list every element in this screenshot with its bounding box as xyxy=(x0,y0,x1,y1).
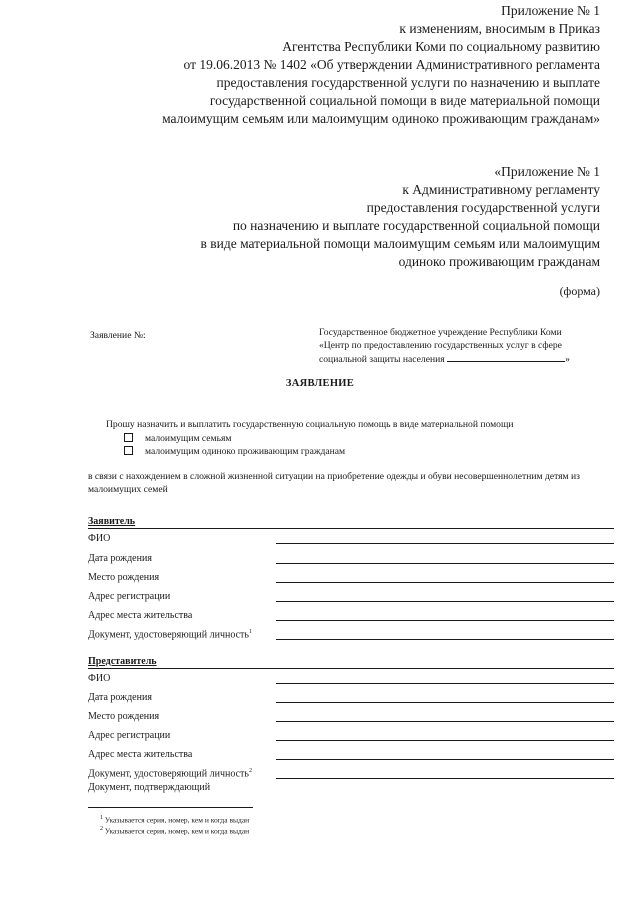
rep-birthplace-row xyxy=(88,710,614,722)
option-label: малоимущим одиноко проживающим гражданам xyxy=(145,446,346,457)
field-label: ФИО xyxy=(88,673,111,684)
representative-heading xyxy=(88,656,614,669)
applicant-id-doc-row xyxy=(88,628,614,640)
rep-birthdate-row xyxy=(88,691,614,703)
applicant-birthdate-row xyxy=(88,552,614,564)
institution-quote: » xyxy=(565,354,570,365)
applicant-birthdate-field[interactable] xyxy=(276,563,614,564)
header-line: Приложение № 1 xyxy=(501,3,600,18)
applicant-birthplace-field[interactable] xyxy=(276,582,614,583)
institution-block xyxy=(319,326,609,366)
header-block-2 xyxy=(201,163,601,271)
footnote-2 xyxy=(100,826,249,836)
field-label-text: Документ, удостоверяющий личность xyxy=(88,629,249,640)
applicant-registration-field[interactable] xyxy=(276,601,614,602)
footnote-mark: 1 xyxy=(248,628,252,635)
rep-residence-field[interactable] xyxy=(276,759,614,760)
applicant-id-doc-field[interactable] xyxy=(276,639,614,640)
field-label: Адрес регистрации xyxy=(88,730,171,741)
option-single-citizens[interactable] xyxy=(124,445,345,458)
field-label xyxy=(88,629,252,640)
header-block-1 xyxy=(162,2,600,128)
header-line: в виде материальной помощи малоимущим семьям или малоимущим xyxy=(200,236,600,251)
rep-fio-field[interactable] xyxy=(276,683,614,684)
reason-text: в связи с нахождением в сложной жизненной ситуации на приобретение одежды и обуви несовершеннолетним детям из малоимущих семей xyxy=(88,471,580,495)
rep-registration-row xyxy=(88,729,614,741)
checkbox[interactable] xyxy=(124,433,133,442)
footnote-mark: 2 xyxy=(100,826,103,832)
institution-line: Государственное бюджетное учреждение Республики Коми xyxy=(319,327,562,338)
applicant-residence-row xyxy=(88,609,614,621)
field-label: ФИО xyxy=(88,533,111,544)
option-families[interactable] xyxy=(124,432,232,445)
institution-name-field[interactable] xyxy=(447,352,565,362)
rep-registration-field[interactable] xyxy=(276,740,614,741)
header-line: от 19.06.2013 № 1402 «Об утверждении Административного регламента xyxy=(183,57,600,72)
header-line: по назначению и выплате государственной социальной помощи xyxy=(232,218,600,233)
rep-authority-doc-row xyxy=(88,781,614,793)
field-label: Адрес места жительства xyxy=(88,610,193,621)
field-label: Документ, подтверждающий xyxy=(88,782,211,793)
request-text: Прошу назначить и выплатить государственную социальную помощь в виде материальной помощи xyxy=(106,419,514,430)
header-line: предоставления государственной услуги по назначению и выплате xyxy=(216,75,600,90)
footnote-mark: 2 xyxy=(248,767,252,774)
field-label: Место рождения xyxy=(88,572,160,583)
field-label-text: Документ, удостоверяющий личность xyxy=(88,768,249,779)
header-line: «Приложение № 1 xyxy=(494,164,600,179)
rep-birthplace-field[interactable] xyxy=(276,721,614,722)
footnote-text: Указывается серия, номер, кем и когда выдан xyxy=(104,826,250,836)
field-label: Дата рождения xyxy=(88,692,152,703)
applicant-birthplace-row xyxy=(88,571,614,583)
institution-line-3 xyxy=(319,352,609,366)
footnote-text: Указывается серия, номер, кем и когда выдан xyxy=(104,815,250,825)
applicant-residence-field[interactable] xyxy=(276,620,614,621)
section-heading: Заявитель xyxy=(88,516,136,527)
field-label: Место рождения xyxy=(88,711,160,722)
field-label: Адрес места жительства xyxy=(88,749,193,760)
section-heading: Представитель xyxy=(88,656,157,667)
option-label: малоимущим семьям xyxy=(145,433,232,444)
form-label: (форма) xyxy=(559,284,600,298)
footnote-separator xyxy=(88,807,253,808)
application-number-label: Заявление №: xyxy=(90,330,146,341)
header-line: предоставления государственной услуги xyxy=(366,200,600,215)
field-label: Адрес регистрации xyxy=(88,591,171,602)
institution-line: социальной защиты населения xyxy=(319,354,445,365)
form-title: ЗАЯВЛЕНИЕ xyxy=(285,378,355,389)
footnote-mark: 1 xyxy=(100,815,103,821)
header-line: малоимущим семьям или малоимущим одиноко проживающим гражданам» xyxy=(162,111,600,126)
header-line: государственной социальной помощи в виде материальной помощи xyxy=(209,93,600,108)
rep-fio-row xyxy=(88,672,614,684)
header-line: к изменениям, вносимым в Приказ xyxy=(399,21,600,36)
applicant-fio-row xyxy=(88,532,614,544)
applicant-registration-row xyxy=(88,590,614,602)
header-line: Агентства Республики Коми по социальному развитию xyxy=(282,39,600,54)
institution-line: «Центр по предоставлению государственных услуг в сфере xyxy=(319,340,562,351)
checkbox[interactable] xyxy=(124,446,133,455)
rep-id-doc-row xyxy=(88,767,614,779)
header-line: к Административному регламенту xyxy=(402,182,600,197)
rep-id-doc-field[interactable] xyxy=(276,778,614,779)
applicant-fio-field[interactable] xyxy=(276,543,614,544)
footnote-1 xyxy=(100,815,249,825)
field-label: Дата рождения xyxy=(88,553,152,564)
header-line: одиноко проживающим гражданам xyxy=(398,254,600,269)
rep-residence-row xyxy=(88,748,614,760)
rep-birthdate-field[interactable] xyxy=(276,702,614,703)
applicant-heading xyxy=(88,516,614,529)
field-label xyxy=(88,768,252,779)
